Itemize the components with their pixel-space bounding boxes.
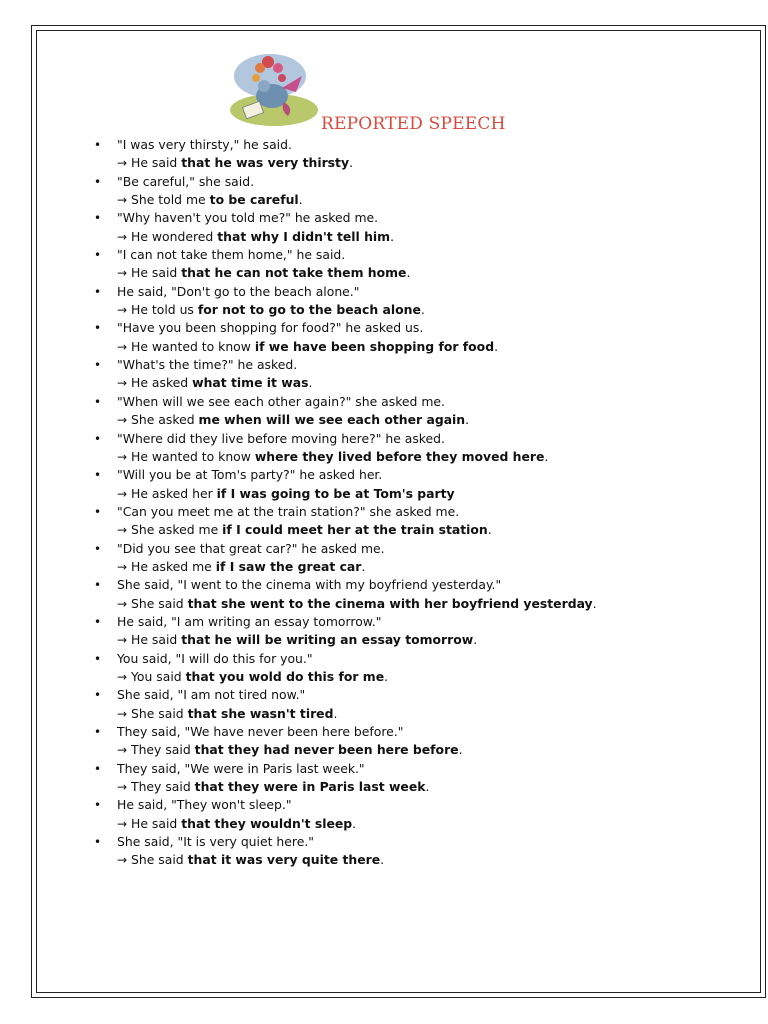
arrow-icon: → [117, 559, 128, 574]
reported-speech [117, 154, 730, 172]
arrow-icon: → [117, 853, 128, 868]
arrow-icon: → [117, 413, 128, 428]
reported-speech [117, 558, 730, 576]
reported-intro: He asked [131, 375, 189, 391]
reported-end: . [352, 815, 357, 831]
list-item [90, 246, 730, 283]
reported-clause: if we have been shopping for food [254, 338, 495, 354]
reported-intro: He wondered [131, 228, 214, 244]
direct-speech: She said, "I am not tired now." [117, 687, 306, 703]
reported-speech [117, 521, 730, 539]
list-item [90, 356, 730, 393]
reported-end: . [544, 448, 549, 464]
reported-clause: where they lived before they moved here [254, 448, 545, 464]
direct-speech: "Have you been shopping for food?" he asked us. [117, 320, 424, 336]
reported-intro: She told me [131, 192, 206, 208]
list-item [90, 650, 730, 687]
list-item [90, 393, 730, 430]
reported-end: . [425, 779, 430, 795]
bullet-icon: • [94, 358, 102, 373]
reported-intro: He said [131, 265, 178, 281]
reported-clause: that they had never been here before [194, 742, 459, 758]
reported-clause: that they were in Paris last week [194, 779, 426, 795]
reported-speech [117, 741, 730, 759]
direct-speech: "I can not take them home," he said. [117, 247, 346, 263]
reported-clause: what time it was [192, 375, 309, 391]
direct-speech: "Where did they live before moving here?" he asked. [117, 430, 445, 446]
reported-clause: for not to go to the beach alone [197, 302, 421, 318]
reported-intro: You said [131, 668, 182, 684]
bullet-icon: • [94, 688, 102, 703]
direct-speech: They said, "We have never been here before." [117, 724, 404, 739]
arrow-icon: → [117, 449, 128, 464]
page-title: REPORTED SPEECH [321, 114, 506, 134]
reported-speech [117, 778, 730, 796]
reported-intro: He said [131, 155, 178, 171]
reported-speech [117, 595, 730, 613]
arrow-icon: → [117, 596, 128, 611]
reported-clause: that he will be writing an essay tomorrow [181, 632, 474, 648]
list-item [90, 136, 730, 173]
bullet-icon: • [94, 138, 102, 152]
arrow-icon: → [117, 780, 128, 795]
bird-clipart-icon [222, 52, 327, 130]
arrow-icon: → [117, 633, 128, 648]
direct-speech: You said, "I will do this for you." [117, 650, 313, 666]
bullet-icon: • [94, 431, 102, 446]
direct-speech: "Did you see that great car?" he asked me. [117, 540, 385, 556]
arrow-icon: → [117, 339, 128, 354]
reported-end: . [465, 412, 470, 428]
direct-speech: "Will you be at Tom's party?" he asked her. [117, 467, 383, 483]
reported-intro: She asked [131, 412, 195, 428]
reported-clause: that they wouldn't sleep [181, 815, 353, 831]
list-item [90, 760, 730, 797]
reported-end: . [592, 595, 597, 611]
list-item [90, 576, 730, 613]
direct-speech: She said, "It is very quiet here." [117, 834, 314, 850]
arrow-icon: → [117, 193, 128, 208]
bullet-icon: • [94, 468, 102, 483]
reported-speech [117, 411, 730, 429]
reported-speech-list [90, 136, 730, 870]
list-item [90, 796, 730, 833]
arrow-icon: → [117, 523, 128, 538]
bullet-icon: • [94, 541, 102, 556]
arrow-icon: → [117, 486, 128, 501]
reported-clause: that he was very thirsty [181, 155, 350, 171]
reported-clause: that she went to the cinema with her boyfriend yesterday [187, 595, 593, 611]
reported-clause: that you wold do this for me [185, 668, 385, 684]
list-item [90, 283, 730, 320]
reported-speech [117, 374, 730, 392]
bullet-icon: • [94, 211, 102, 226]
reported-intro: She said [131, 595, 184, 611]
reported-end: . [458, 742, 463, 758]
reported-speech [117, 705, 730, 723]
reported-end: . [384, 668, 389, 684]
reported-end: . [298, 192, 303, 208]
reported-intro: He asked her [131, 485, 213, 501]
bullet-icon: • [94, 284, 102, 299]
reported-clause: that it was very quite there [187, 852, 381, 868]
bullet-icon: • [94, 248, 102, 263]
reported-intro: He said [131, 632, 178, 648]
reported-end: . [308, 375, 313, 391]
list-item [90, 209, 730, 246]
list-item [90, 503, 730, 540]
direct-speech: He said, "I am writing an essay tomorrow." [117, 613, 382, 629]
bullet-icon: • [94, 174, 102, 189]
reported-speech [117, 815, 730, 833]
reported-clause: that she wasn't tired [187, 705, 334, 721]
direct-speech: "I was very thirsty," he said. [117, 137, 292, 152]
list-item [90, 686, 730, 723]
reported-intro: She said [131, 705, 184, 721]
direct-speech: "Be careful," she said. [117, 173, 255, 189]
reported-speech [117, 228, 730, 246]
bullet-icon: • [94, 835, 102, 850]
list-item [90, 613, 730, 650]
list-item [90, 319, 730, 356]
bullet-icon: • [94, 761, 102, 776]
reported-clause: if I could meet her at the train station [222, 522, 488, 538]
direct-speech: "When will we see each other again?" she asked me. [117, 393, 445, 409]
direct-speech: "Why haven't you told me?" he asked me. [117, 210, 379, 226]
bullet-icon: • [94, 651, 102, 666]
reported-intro: He asked me [131, 558, 212, 574]
reported-end: . [349, 155, 354, 171]
reported-intro: He said [131, 815, 178, 831]
direct-speech: "What's the time?" he asked. [117, 357, 298, 373]
reported-clause: to be careful [209, 192, 299, 208]
reported-speech [117, 264, 730, 282]
reported-intro: They said [131, 779, 191, 795]
reported-clause: me when will we see each other again [198, 412, 466, 428]
arrow-icon: → [117, 266, 128, 281]
reported-end: . [487, 522, 492, 538]
list-item [90, 723, 730, 760]
reported-speech [117, 631, 730, 649]
bullet-icon: • [94, 614, 102, 629]
reported-intro: She asked me [131, 522, 219, 538]
reported-end: . [406, 265, 411, 281]
list-item [90, 466, 730, 503]
list-item [90, 173, 730, 210]
reported-speech [117, 301, 730, 319]
reported-end: . [361, 558, 366, 574]
arrow-icon: → [117, 303, 128, 318]
arrow-icon: → [117, 156, 128, 171]
reported-intro: She said [131, 852, 184, 868]
reported-end: . [473, 632, 478, 648]
arrow-icon: → [117, 669, 128, 684]
reported-clause: if I was going to be at Tom's party [216, 485, 455, 501]
list-item [90, 430, 730, 467]
direct-speech: She said, "I went to the cinema with my boyfriend yesterday." [117, 577, 502, 593]
reported-intro: He wanted to know [131, 448, 251, 464]
reported-intro: He wanted to know [131, 338, 251, 354]
reported-clause: if I saw the great car [215, 558, 362, 574]
reported-speech [117, 191, 730, 209]
reported-clause: that he can not take them home [181, 265, 407, 281]
bullet-icon: • [94, 798, 102, 813]
direct-speech: "Can you meet me at the train station?" she asked me. [117, 503, 460, 519]
arrow-icon: → [117, 229, 128, 244]
reported-end: . [494, 338, 499, 354]
reported-end: . [333, 705, 338, 721]
bullet-icon: • [94, 725, 102, 739]
reported-intro: He told us [131, 302, 194, 318]
reported-speech [117, 668, 730, 686]
reported-intro: They said [131, 742, 191, 758]
reported-clause: that why I didn't tell him [217, 228, 391, 244]
arrow-icon: → [117, 743, 128, 758]
arrow-icon: → [117, 816, 128, 831]
direct-speech: He said, "They won't sleep." [117, 797, 292, 813]
bullet-icon: • [94, 504, 102, 519]
reported-speech [117, 448, 730, 466]
arrow-icon: → [117, 376, 128, 391]
reported-speech [117, 485, 730, 503]
list-item [90, 540, 730, 577]
bullet-icon: • [94, 394, 102, 409]
bullet-icon: • [94, 578, 102, 593]
reported-end: . [390, 228, 395, 244]
reported-speech [117, 338, 730, 356]
reported-speech [117, 851, 730, 869]
bullet-icon: • [94, 321, 102, 336]
arrow-icon: → [117, 706, 128, 721]
reported-end: . [420, 302, 425, 318]
direct-speech: They said, "We were in Paris last week." [117, 760, 365, 776]
list-item [90, 833, 730, 870]
reported-end: . [380, 852, 385, 868]
direct-speech: He said, "Don't go to the beach alone." [117, 283, 360, 299]
